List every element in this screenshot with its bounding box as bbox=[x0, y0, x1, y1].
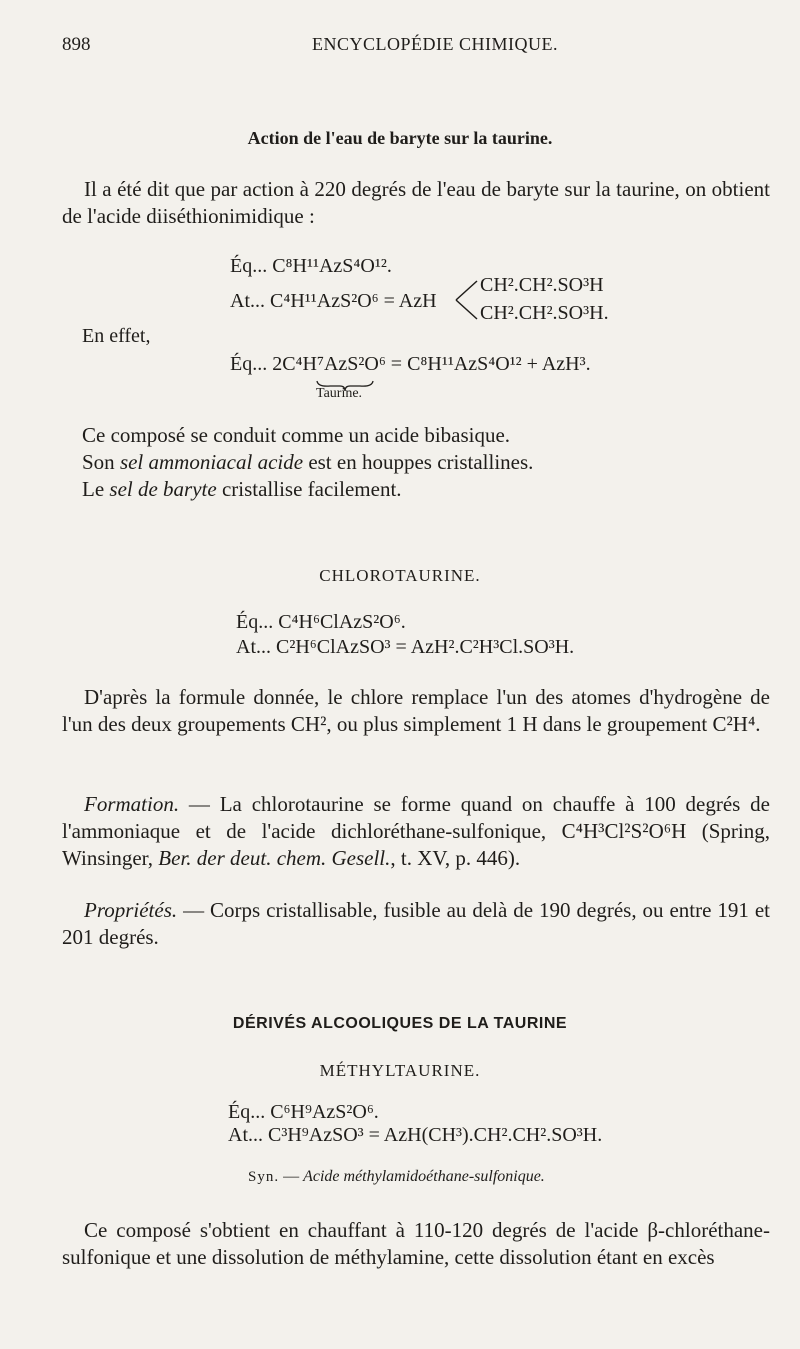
proprietes-text: — Corps cristallisable, fusible au delà de 190 degrés, ou entre 191 et 201 degrés. bbox=[62, 898, 770, 949]
synonym-line bbox=[248, 1168, 545, 1186]
line3-post: cristallise facilement. bbox=[216, 477, 402, 501]
line2-post: est en houppes cristallines. bbox=[303, 450, 534, 474]
eq2-label: Éq... bbox=[230, 353, 268, 375]
chloro-eq-label: Éq... bbox=[236, 611, 274, 633]
line3-pre: Le bbox=[82, 477, 110, 501]
methyl-at-formula: C³H⁹AzSO³ = AzH(CH³).CH².CH².SO³H. bbox=[268, 1124, 603, 1146]
at1-line bbox=[230, 290, 437, 313]
eq1-formula: C⁸H¹¹AzS⁴O¹². bbox=[272, 255, 392, 277]
branch-bracket-icon bbox=[450, 275, 480, 325]
page-number: 898 bbox=[62, 34, 91, 55]
formation-ref: Ber. der deut. chem. Gesell. bbox=[158, 846, 391, 870]
at1-formula: C⁴H¹¹AzS²O⁶ = AzH bbox=[270, 290, 437, 312]
at1-label: At... bbox=[230, 290, 265, 312]
section-title-derives: DÉRIVÉS ALCOOLIQUES DE LA TAURINE bbox=[232, 1015, 568, 1032]
syn-dash: — bbox=[279, 1168, 304, 1185]
syn-label: Syn. bbox=[248, 1169, 280, 1185]
line3-italic: sel de baryte bbox=[109, 477, 217, 501]
methyl-eq-formula: C⁶H⁹AzS²O⁶. bbox=[270, 1101, 379, 1123]
branch-bottom: CH².CH².SO³H. bbox=[480, 302, 609, 324]
line-bibasique: Ce composé se conduit comme un acide bibasique. bbox=[82, 423, 511, 447]
eq2-formula: 2C⁴H⁷AzS²O⁶ = C⁸H¹¹AzS⁴O¹² + AzH³. bbox=[272, 353, 591, 375]
proprietes-paragraph bbox=[62, 897, 770, 951]
formation-text-1: — La chlorotaurine se forme quand on chauffe à 100 degrés de l'ammoniaque et de l'acide dichloréthane-sulfonique, C⁴H³Cl²S²O⁶H (Spring, Winsinger, bbox=[62, 792, 770, 870]
eq1-label: Éq... bbox=[230, 255, 268, 277]
line2-pre: Son bbox=[82, 450, 120, 474]
proprietes-label: Propriétés. bbox=[84, 898, 178, 922]
chloro-at-line bbox=[236, 636, 574, 659]
formation-label: Formation. bbox=[84, 792, 180, 816]
branch-top: CH².CH².SO³H bbox=[480, 274, 604, 296]
chloro-eq-formula: C⁴H⁶ClAzS²O⁶. bbox=[278, 611, 406, 633]
intro-paragraph: Il a été dit que par action à 220 degrés de l'eau de baryte sur la taurine, on obtient de l'acide diiséthionimidique : bbox=[62, 177, 770, 228]
eq1-line bbox=[230, 255, 392, 278]
formation-paragraph bbox=[62, 791, 770, 872]
methyl-eq-label: Éq... bbox=[228, 1101, 266, 1123]
line-sel-ammoniacal bbox=[82, 450, 533, 475]
chloro-eq-line bbox=[236, 611, 406, 634]
section-title-chlorotaurine: CHLOROTAURINE. bbox=[319, 566, 481, 585]
section-title-baryte: Action de l'eau de baryte sur la taurine. bbox=[247, 128, 553, 148]
taurine-label: Taurine. bbox=[316, 386, 363, 401]
methyl-paragraph: Ce composé s'obtient en chauffant à 110-120 degrés de l'acide β-chloréthane-sulfonique et une dissolution de méthylamine, cette dissolution étant en excès bbox=[62, 1218, 770, 1269]
chloro-at-label: At... bbox=[236, 636, 271, 658]
en-effet: En effet, bbox=[82, 325, 151, 347]
methyl-at-label: At... bbox=[228, 1124, 263, 1146]
methyl-at-line bbox=[228, 1124, 602, 1147]
methyl-eq-line bbox=[228, 1101, 379, 1124]
running-title: ENCYCLOPÉDIE CHIMIQUE. bbox=[312, 34, 558, 54]
eq2-line bbox=[230, 353, 591, 376]
syn-text: Acide méthylamidoéthane-sulfonique. bbox=[303, 1168, 545, 1185]
subtitle-methyltaurine: MÉTHYLTAURINE. bbox=[319, 1061, 481, 1080]
chloro-paragraph: D'après la formule donnée, le chlore remplace l'un des atomes d'hydrogène de l'un des deux groupements CH², ou plus simplement 1 H dans le groupement C²H⁴. bbox=[62, 685, 770, 736]
line-sel-baryte bbox=[82, 477, 402, 502]
formation-text-2: , t. XV, p. 446). bbox=[390, 846, 521, 870]
line2-italic: sel ammoniacal acide bbox=[119, 450, 304, 474]
chloro-at-formula: C²H⁶ClAzSO³ = AzH².C²H³Cl.SO³H. bbox=[276, 636, 575, 658]
